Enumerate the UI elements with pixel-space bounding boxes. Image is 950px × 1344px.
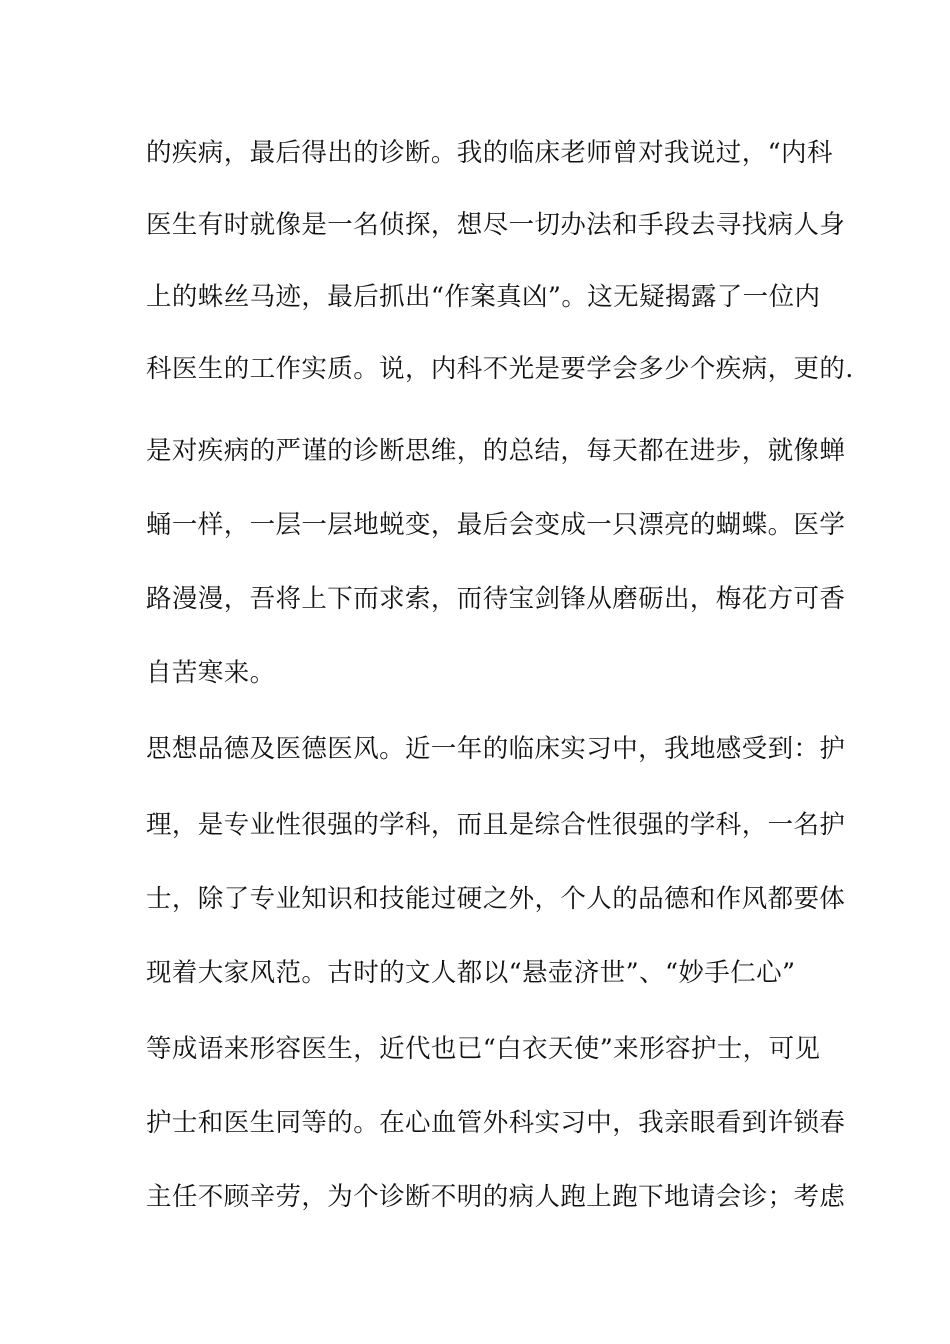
text-line: 路漫漫，吾将上下而求索，而待宝剑锋从磨砺出，梅花方可香 [146,584,846,614]
text-line: 士，除了专业知识和技能过硬之外，个人的品德和作风都要体 [146,884,846,914]
text-line: 是对疾病的严谨的诊断思维，的总结，每天都在进步，就像蝉 [146,436,846,466]
text-line: 蛹一样，一层一层地蜕变，最后会变成一只漂亮的蝴蝶。医学 [146,510,846,540]
text-line: 思想品德及医德医风。近一年的临床实习中，我地感受到：护 [146,734,846,764]
text-line: 自苦寒来。 [146,658,276,688]
text-line: 医生有时就像是一名侦探，想尽一切办法和手段去寻找病人身 [146,210,846,240]
text-line: 现着大家风范。古时的文人都以“悬壶济世”、“妙手仁心” [146,958,796,988]
text-line: 护士和医生同等的。在心血管外科实习中，我亲眼看到许锁春 [146,1108,846,1138]
text-line: 的疾病，最后得出的诊断。我的临床老师曾对我说过，“内科 [146,138,833,168]
text-line: 等成语来形容医生，近代也已“白衣天使”来形容护士，可见 [146,1034,821,1064]
text-line: 科医生的工作实质。说，内科不光是要学会多少个疾病，更的. [146,354,854,384]
text-line: 上的蛛丝马迹，最后抓出“作案真凶”。这无疑揭露了一位内 [146,282,821,312]
text-line: 理，是专业性很强的学科，而且是综合性很强的学科，一名护 [146,810,846,840]
text-line: 主任不顾辛劳，为个诊断不明的病人跑上跑下地请会诊；考虑 [146,1182,846,1212]
